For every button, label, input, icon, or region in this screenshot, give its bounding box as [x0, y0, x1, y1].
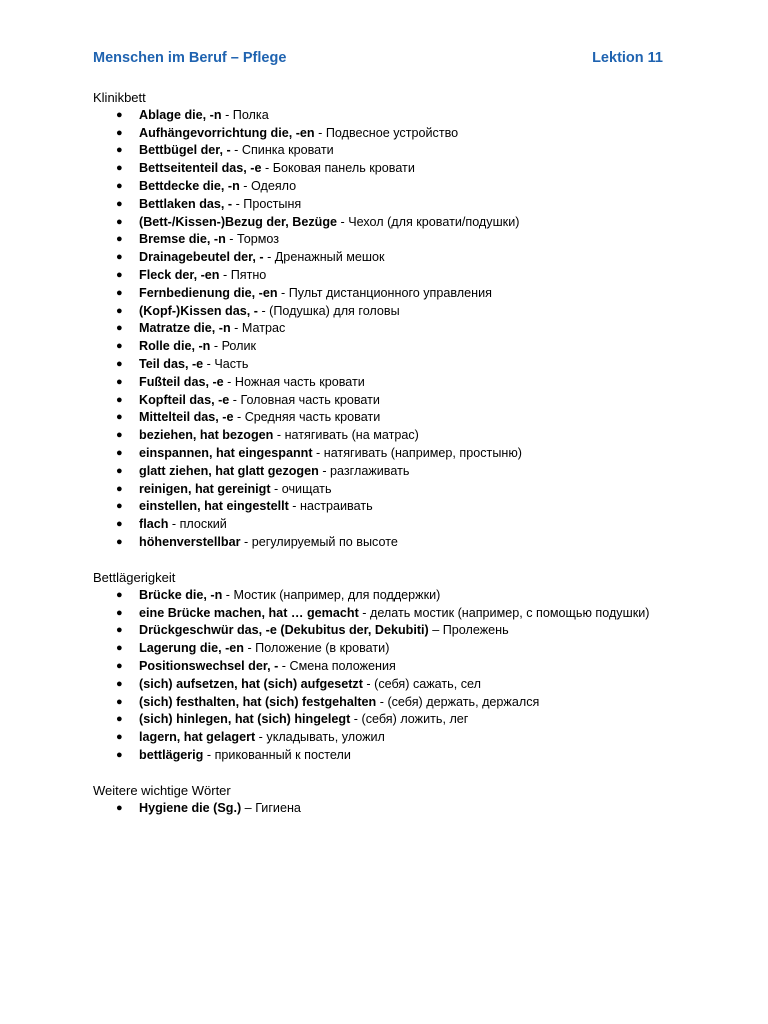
vocabulary-term: (Kopf-)Kissen das, - [139, 303, 258, 318]
term-separator: - [229, 392, 241, 407]
bullet-icon: ● [116, 677, 123, 690]
bullet-icon: ● [116, 446, 123, 459]
vocabulary-term: einstellen, hat eingestellt [139, 499, 289, 514]
bullet-icon: ● [116, 748, 123, 761]
vocabulary-translation: (себя) ложить, лег [361, 712, 469, 727]
vocabulary-term: (sich) festhalten, hat (sich) festgehalten [139, 694, 377, 709]
vocabulary-translation: Полка [232, 107, 269, 122]
vocabulary-term: Brücke die, -n [139, 587, 223, 602]
bullet-icon: ● [116, 108, 123, 121]
vocabulary-translation: разглаживать [330, 463, 410, 478]
bullet-icon: ● [116, 251, 123, 264]
bullet-icon: ● [116, 126, 123, 139]
vocabulary-item [93, 214, 522, 232]
vocabulary-translation: Матрас [241, 321, 286, 336]
vocabulary-term: (Bett-/Kissen-)Bezug der, Bezüge [139, 214, 338, 229]
bullet-icon: ● [116, 429, 123, 442]
vocabulary-item [93, 178, 522, 196]
vocabulary-term: reinigen, hat gereinigt [139, 481, 271, 496]
vocabulary-translation: Ролик [221, 339, 257, 354]
vocabulary-item [93, 409, 522, 427]
term-separator: - [318, 463, 331, 478]
vocabulary-translation: Смена положения [289, 658, 396, 673]
vocabulary-item [93, 374, 522, 392]
bullet-icon: ● [116, 606, 123, 619]
vocabulary-term: beziehen, hat bezogen [139, 428, 274, 443]
term-separator: - [203, 747, 215, 762]
vocabulary-item [93, 711, 649, 729]
vocabulary-term: Drainagebeutel der, - [139, 250, 264, 265]
vocabulary-list [93, 800, 301, 818]
vocabulary-translation: Тормоз [237, 232, 280, 247]
vocabulary-item [93, 142, 522, 160]
vocabulary-translation: Головная часть кровати [240, 392, 380, 407]
vocabulary-list [93, 587, 649, 765]
vocabulary-item [93, 463, 522, 481]
bullet-icon: ● [116, 393, 123, 406]
term-separator: – [428, 623, 443, 638]
term-separator: - [362, 676, 375, 691]
vocabulary-term: Hygiene die (Sg.) [139, 800, 242, 815]
vocabulary-item [93, 800, 301, 818]
vocabulary-term: Aufhängevorrichtung die, -en [139, 125, 315, 140]
bullet-icon: ● [116, 162, 123, 175]
vocabulary-term: Matratze die, -n [139, 321, 231, 336]
term-separator: - [222, 587, 234, 602]
bullet-icon: ● [116, 731, 123, 744]
term-separator: - [273, 428, 285, 443]
vocabulary-item [93, 622, 649, 640]
term-separator: - [314, 125, 326, 140]
vocabulary-item [93, 356, 522, 374]
bullet-icon: ● [116, 518, 123, 531]
section-heading-weitere-wichtige-wörter: Weitere wichtige Wörter [93, 783, 231, 798]
vocabulary-item [93, 676, 649, 694]
term-separator: - [263, 250, 275, 265]
vocabulary-item [93, 481, 522, 499]
term-separator: - [240, 534, 252, 549]
vocabulary-translation: прикованный к постели [214, 747, 351, 762]
bullet-icon: ● [116, 695, 123, 708]
vocabulary-item [93, 605, 649, 623]
vocabulary-term: einspannen, hat eingespannt [139, 445, 313, 460]
vocabulary-translation: натягивать (например, простыню) [323, 445, 522, 460]
vocabulary-term: (sich) aufsetzen, hat (sich) aufgesetzt [139, 676, 363, 691]
vocabulary-translation: Спинка кровати [241, 143, 334, 158]
vocabulary-term: Mittelteil das, -e [139, 410, 234, 425]
vocabulary-translation: Пятно [230, 267, 267, 282]
vocabulary-item [93, 747, 649, 765]
term-separator: – [241, 800, 256, 815]
bullet-icon: ● [116, 215, 123, 228]
vocabulary-item [93, 125, 522, 143]
term-separator: - [288, 499, 300, 514]
vocabulary-translation: Чехол (для кровати/подушки) [348, 214, 520, 229]
bullet-icon: ● [116, 464, 123, 477]
bullet-icon: ● [116, 624, 123, 637]
vocabulary-list [93, 107, 522, 552]
vocabulary-item [93, 160, 522, 178]
bullet-icon: ● [116, 322, 123, 335]
vocabulary-translation: Положение (в кровати) [255, 641, 390, 656]
vocabulary-term: Bettdecke die, -n [139, 178, 240, 193]
vocabulary-item [93, 694, 649, 712]
vocabulary-translation: Одеяло [250, 178, 297, 193]
vocabulary-item [93, 107, 522, 125]
bullet-icon: ● [116, 535, 123, 548]
vocabulary-translation: Мостик (например, для поддержки) [233, 587, 441, 602]
vocabulary-item [93, 249, 522, 267]
vocabulary-translation: Дренажный мешок [274, 250, 385, 265]
vocabulary-item [93, 427, 522, 445]
vocabulary-item [93, 498, 522, 516]
page-title: Menschen im Beruf – Pflege [93, 50, 287, 66]
vocabulary-term: Fleck der, -en [139, 267, 220, 282]
bullet-icon: ● [116, 233, 123, 246]
term-separator: - [337, 214, 349, 229]
term-separator: - [221, 107, 233, 122]
vocabulary-translation: Ножная часть кровати [234, 374, 365, 389]
vocabulary-term: Fußteil das, -e [139, 374, 224, 389]
vocabulary-translation: Пролежень [442, 623, 509, 638]
bullet-icon: ● [116, 482, 123, 495]
bullet-icon: ● [116, 286, 123, 299]
bullet-icon: ● [116, 588, 123, 601]
bullet-icon: ● [116, 197, 123, 210]
lesson-label: Lektion 11 [592, 50, 663, 66]
term-separator: - [255, 730, 267, 745]
vocabulary-translation: плоский [179, 517, 227, 532]
vocabulary-item [93, 534, 522, 552]
vocabulary-item [93, 587, 649, 605]
vocabulary-translation: Простыня [243, 196, 302, 211]
vocabulary-item [93, 320, 522, 338]
vocabulary-term: flach [139, 517, 169, 532]
term-separator: - [219, 267, 231, 282]
term-separator: - [223, 374, 235, 389]
vocabulary-term: bettlägerig [139, 747, 204, 762]
vocabulary-item [93, 196, 522, 214]
bullet-icon: ● [116, 268, 123, 281]
term-separator: - [230, 321, 242, 336]
vocabulary-translation: (себя) сажать, сел [374, 676, 481, 691]
vocabulary-item [93, 392, 522, 410]
term-separator: - [312, 445, 324, 460]
vocabulary-translation: регулируемый по высоте [251, 534, 398, 549]
term-separator: - [261, 161, 273, 176]
vocabulary-item [93, 338, 522, 356]
vocabulary-term: Teil das, -e [139, 356, 204, 371]
vocabulary-term: Bettbügel der, - [139, 143, 231, 158]
bullet-icon: ● [116, 713, 123, 726]
bullet-icon: ● [116, 357, 123, 370]
vocabulary-term: Rolle die, -n [139, 339, 211, 354]
bullet-icon: ● [116, 179, 123, 192]
vocabulary-term: Ablage die, -n [139, 107, 222, 122]
vocabulary-term: Bremse die, -n [139, 232, 226, 247]
vocabulary-term: eine Brücke machen, hat … gemacht [139, 605, 359, 620]
vocabulary-term: Kopfteil das, -e [139, 392, 230, 407]
vocabulary-translation: Часть [214, 356, 249, 371]
vocabulary-term: Bettlaken das, - [139, 196, 233, 211]
vocabulary-translation: Гигиена [255, 800, 301, 815]
vocabulary-term: höhenverstellbar [139, 534, 241, 549]
term-separator: - [350, 712, 362, 727]
bullet-icon: ● [116, 304, 123, 317]
term-separator: - [243, 641, 256, 656]
vocabulary-translation: делать мостик (например, с помощью подушки) [369, 605, 650, 620]
vocabulary-item [93, 640, 649, 658]
vocabulary-item [93, 303, 522, 321]
vocabulary-item [93, 285, 522, 303]
term-separator: - [203, 356, 215, 371]
vocabulary-term: glatt ziehen, hat glatt gezogen [139, 463, 319, 478]
bullet-icon: ● [116, 144, 123, 157]
page-header [93, 50, 663, 72]
term-separator: - [210, 339, 222, 354]
vocabulary-term: Drückgeschwür das, -e (Dekubitus der, Dekubiti) [139, 623, 429, 638]
vocabulary-translation: укладывать, уложил [266, 730, 385, 745]
bullet-icon: ● [116, 340, 123, 353]
term-separator: - [270, 481, 282, 496]
term-separator: - [277, 285, 289, 300]
bullet-icon: ● [116, 500, 123, 513]
term-separator: - [233, 410, 245, 425]
vocabulary-translation: настраивать [299, 499, 373, 514]
section-heading-klinikbett: Klinikbett [93, 90, 146, 105]
term-separator: - [358, 605, 370, 620]
vocabulary-translation: Боковая панель кровати [272, 161, 415, 176]
bullet-icon: ● [116, 411, 123, 424]
term-separator: - [376, 694, 388, 709]
term-separator: - [168, 517, 180, 532]
term-separator: - [239, 178, 251, 193]
vocabulary-translation: Пульт дистанционного управления [288, 285, 492, 300]
vocabulary-item [93, 231, 522, 249]
vocabulary-term: Positionswechsel der, - [139, 658, 279, 673]
section-heading-bettlägerigkeit: Bettlägerigkeit [93, 570, 176, 585]
vocabulary-item [93, 445, 522, 463]
term-separator: - [225, 232, 237, 247]
term-separator: - [257, 303, 270, 318]
vocabulary-item [93, 729, 649, 747]
term-separator: - [232, 196, 244, 211]
term-separator: - [278, 658, 290, 673]
vocabulary-translation: (Подушка) для головы [269, 303, 400, 318]
vocabulary-translation: натягивать (на матрас) [284, 428, 419, 443]
vocabulary-translation: Подвесное устройство [325, 125, 459, 140]
bullet-icon: ● [116, 375, 123, 388]
vocabulary-translation: (себя) держать, держался [387, 694, 540, 709]
term-separator: - [230, 143, 242, 158]
vocabulary-term: lagern, hat gelagert [139, 730, 256, 745]
bullet-icon: ● [116, 801, 123, 814]
vocabulary-item [93, 267, 522, 285]
vocabulary-translation: Средняя часть кровати [244, 410, 381, 425]
vocabulary-term: (sich) hinlegen, hat (sich) hingelegt [139, 712, 351, 727]
vocabulary-term: Bettseitenteil das, -e [139, 161, 262, 176]
vocabulary-translation: очищать [281, 481, 332, 496]
vocabulary-term: Fernbedienung die, -en [139, 285, 278, 300]
vocabulary-item [93, 516, 522, 534]
bullet-icon: ● [116, 659, 123, 672]
vocabulary-term: Lagerung die, -en [139, 641, 244, 656]
bullet-icon: ● [116, 642, 123, 655]
vocabulary-item [93, 658, 649, 676]
